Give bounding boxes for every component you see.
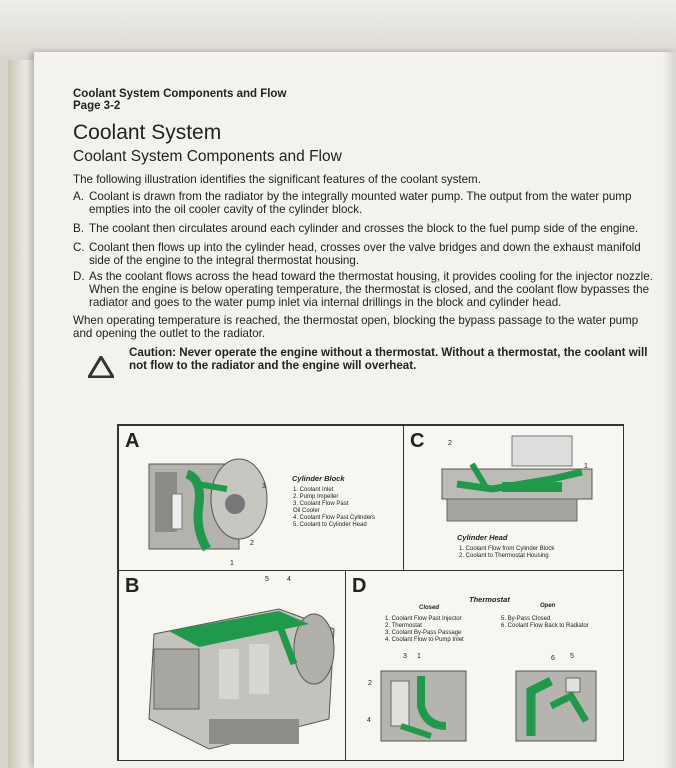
header-page: Page 3-2: [73, 100, 121, 112]
panel-d: [345, 570, 624, 761]
list-item-a: [73, 190, 673, 216]
list-label: C.: [73, 241, 85, 254]
legend-item: Oil Cooler: [293, 508, 320, 514]
callout-number: 6: [551, 655, 555, 662]
open-legend: [501, 616, 589, 630]
legend-item: 3. Coolant By-Pass Passage: [385, 630, 462, 636]
legend-item: 4. Coolant Flow to Pump Inlet: [385, 637, 464, 643]
legend-item: 1. Coolant Flow Past Injector: [385, 616, 462, 622]
header-section: Coolant System Components and Flow: [73, 88, 287, 100]
legend-item: 5. Coolant to Cylinder Head: [293, 522, 367, 528]
legend-item: 6. Coolant Flow Back to Radiator: [501, 623, 589, 629]
thermostat-closed-illustration: [376, 666, 471, 746]
list-text-cont: When the engine is below operating temperature, the thermostat is closed, and the coolant flow bypasses the: [89, 283, 650, 296]
panel-c: [403, 425, 624, 572]
legend-item: 2. Pump Impeller: [293, 494, 339, 500]
cylinder-head-illustration: [432, 434, 612, 529]
legend-item: 1. Coolant Flow from Cylinder Block: [459, 546, 555, 552]
page-edge: [8, 60, 34, 768]
panel-title: Cylinder Block: [292, 474, 345, 483]
closed-legend: [385, 616, 464, 644]
list-label: D.: [73, 270, 85, 283]
closing-line: and opening the outlet to the radiator.: [73, 327, 266, 340]
legend-item: 2. Coolant to Thermostat Housing: [459, 553, 549, 559]
panel-label: A: [125, 430, 140, 452]
open-heading: Open: [540, 603, 556, 609]
callout-number: 3: [262, 483, 266, 490]
panel-title: Cylinder Head: [457, 533, 508, 542]
list-text-cont: side of the engine to the integral thermostat housing.: [89, 254, 360, 267]
list-item-d: [73, 270, 673, 309]
callout-number: 1: [584, 463, 588, 470]
caution-text: [129, 346, 647, 372]
legend-item: 1. Coolant Inlet: [293, 487, 334, 493]
callout-number: 2: [250, 540, 254, 547]
panel-label: D: [352, 575, 367, 597]
list-item-c: [73, 241, 673, 267]
warning-triangle-icon: [88, 356, 114, 378]
panel-a: [118, 425, 405, 572]
panel-legend: [459, 546, 554, 560]
engine-block-illustration: [129, 589, 344, 754]
legend-item: 2. Thermostat: [385, 623, 422, 629]
legend-item: 3. Coolant Flow Past: [293, 501, 349, 507]
list-label: B.: [73, 222, 84, 235]
callout-number: 5: [570, 653, 574, 660]
thermostat-open-illustration: [511, 666, 601, 746]
closed-heading: Closed: [419, 605, 440, 611]
panel-label: C: [410, 430, 425, 452]
callout-number: 2: [448, 440, 452, 447]
list-text: Coolant is drawn from the radiator by the integrally mounted water pump. The output from the water pump: [89, 190, 632, 203]
list-text: As the coolant flows across the head toward the thermostat housing, it provides cooling for the injector nozzle.: [89, 270, 653, 283]
callout-number: 1: [417, 653, 421, 660]
page-shadow: [662, 52, 676, 768]
list-label: A.: [73, 190, 84, 203]
list-text: Coolant then flows up into the cylinder head, crosses over the valve bridges and down the exhaust manifold: [89, 241, 641, 254]
list-item-b: [73, 222, 673, 235]
background-top: [0, 0, 676, 56]
coolant-figure: [117, 424, 624, 761]
panel-label: B: [125, 575, 140, 597]
panel-legend: [293, 487, 375, 529]
running-header: [73, 88, 286, 112]
list-text-cont: empties into the oil cooler cavity of the cylinder block.: [89, 203, 363, 216]
callout-number: 5: [265, 576, 269, 583]
list-text-cont: radiator and goes to the water pump inlet via internal drillings in the block and cylinder head.: [89, 296, 562, 309]
page-subtitle: Coolant System Components and Flow: [73, 148, 342, 165]
closing-text: [73, 314, 638, 340]
caution-line: Caution: Never operate the engine without a thermostat. Without a thermostat, the coolant will: [129, 346, 648, 359]
callout-number: 4: [367, 717, 371, 724]
cylinder-block-illustration: [147, 454, 272, 569]
intro-text: The following illustration identifies the significant features of the coolant system.: [73, 173, 481, 186]
page-title: Coolant System: [73, 121, 222, 144]
callout-number: 2: [368, 680, 372, 687]
callout-number: 3: [403, 653, 407, 660]
closing-line: When operating temperature is reached, the thermostat open, blocking the bypass passage to the water pump: [73, 314, 639, 327]
caution-line: not flow to the radiator and the engine will overheat.: [129, 359, 417, 372]
callout-number: 4: [287, 576, 291, 583]
callout-number: 1: [230, 560, 234, 567]
legend-item: 5. By-Pass Closed: [501, 616, 551, 622]
list-text: The coolant then circulates around each cylinder and crosses the block to the fuel pump side of the engine.: [89, 222, 639, 235]
legend-item: 4. Coolant Flow Past Cylinders: [293, 515, 376, 521]
panel-title: Thermostat: [469, 595, 510, 604]
panel-b: [118, 570, 347, 761]
